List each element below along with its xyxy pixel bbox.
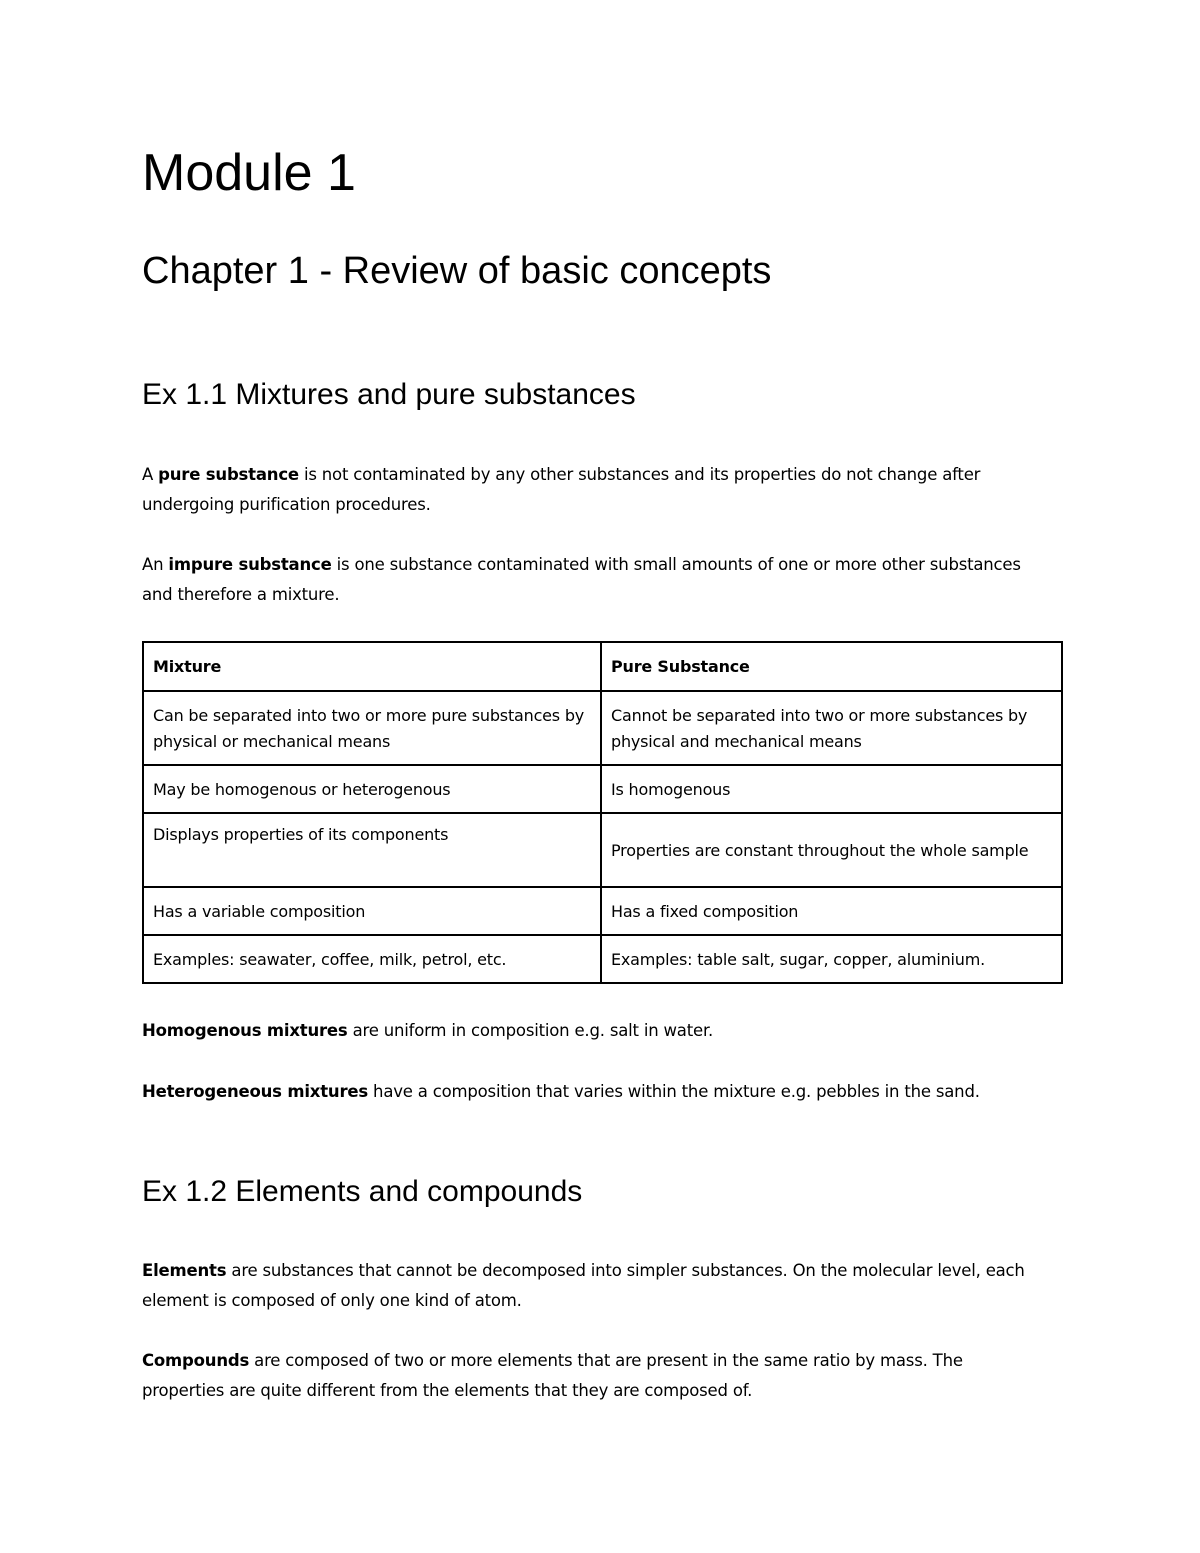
term-elements: Elements: [142, 1261, 227, 1280]
module-title: Module 1: [142, 144, 356, 202]
term-homogenous-mixtures: Homogenous mixtures: [142, 1021, 348, 1040]
paragraph-compounds: Compounds are composed of two or more elements that are present in the same ratio by mass. The properties are quite different from the elements that they are composed of.: [142, 1351, 963, 1400]
table-cell: Can be separated into two or more pure substances by physical or mechanical means: [143, 691, 601, 765]
table-row: [143, 887, 1062, 935]
table-cell: Properties are constant throughout the whole sample: [601, 813, 1062, 887]
table-cell: May be homogenous or heterogenous: [143, 765, 601, 813]
section-heading-mixtures: Ex 1.1 Mixtures and pure substances: [142, 378, 636, 411]
table-cell: Is homogenous: [601, 765, 1062, 813]
table-row: [143, 813, 1062, 887]
chapter-heading: Chapter 1 - Review of basic concepts: [142, 250, 772, 292]
table-cell: Has a variable composition: [143, 887, 601, 935]
comparison-table: [142, 641, 1063, 984]
table-header-cell: Pure Substance: [601, 642, 1062, 691]
paragraph-pure-substance: A pure substance is not contaminated by any other substances and its properties do not change after undergoing purification procedures.: [142, 465, 981, 514]
paragraph-elements: Elements are substances that cannot be decomposed into simpler substances. On the molecular level, each element is composed of only one kind of atom.: [142, 1261, 1025, 1310]
paragraph-heterogeneous-mixtures: Heterogeneous mixtures have a composition that varies within the mixture e.g. pebbles in the sand.: [142, 1082, 980, 1101]
term-pure-substance: pure substance: [158, 465, 299, 484]
term-compounds: Compounds: [142, 1351, 250, 1370]
table-header-cell: Mixture: [143, 642, 601, 691]
table-row: [143, 765, 1062, 813]
table-cell: Cannot be separated into two or more substances by physical and mechanical means: [601, 691, 1062, 765]
table-cell: Examples: table salt, sugar, copper, aluminium.: [601, 935, 1062, 983]
term-impure-substance: impure substance: [168, 555, 332, 574]
table-cell: Displays properties of its components: [143, 813, 601, 887]
term-heterogeneous-mixtures: Heterogeneous mixtures: [142, 1082, 369, 1101]
table-row: [143, 691, 1062, 765]
table-cell: Has a fixed composition: [601, 887, 1062, 935]
table-header-row: [143, 642, 1062, 691]
table-cell: Examples: seawater, coffee, milk, petrol, etc.: [143, 935, 601, 983]
section-heading-elements: Ex 1.2 Elements and compounds: [142, 1175, 583, 1208]
table-row: [143, 935, 1062, 983]
paragraph-homogenous-mixtures: Homogenous mixtures are uniform in composition e.g. salt in water.: [142, 1021, 714, 1040]
paragraph-impure-substance: An impure substance is one substance contaminated with small amounts of one or more other substances and therefore a mixture.: [142, 555, 1021, 604]
